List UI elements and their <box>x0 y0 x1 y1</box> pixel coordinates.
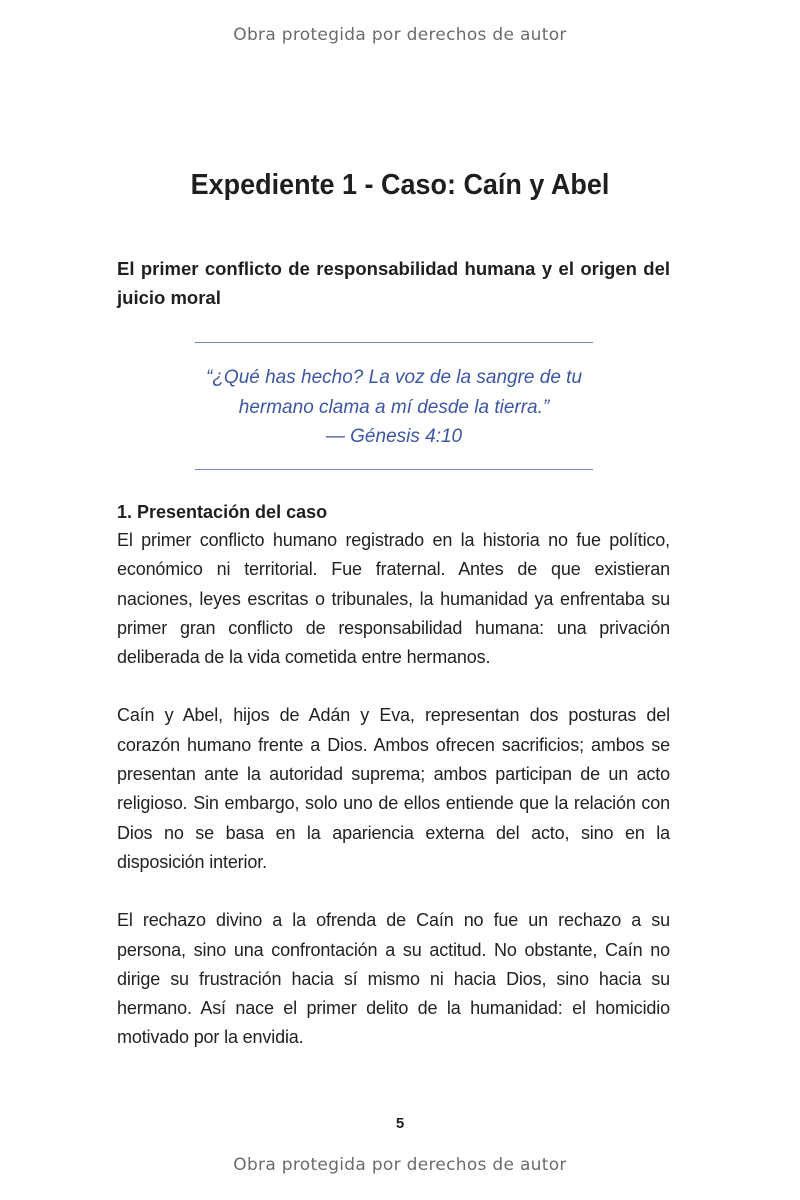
copyright-watermark-bottom: Obra protegida por derechos de autor <box>233 1155 567 1175</box>
epigraph-line-2: hermano clama a mí desde la tierra.” <box>238 396 550 418</box>
paragraph: El rechazo divino a la ofrenda de Caín no fue un rechazo a su persona, sino una confrontación a su actitud. No obstante, Caín no dirige su frustración hacia sí mismo ni hacia Dios, sino hacia su hermano. Así nace el primer delito de la humanidad: el homicidio motivado por la envidia. <box>117 910 670 1048</box>
paragraph: Caín y Abel, hijos de Adán y Eva, representan dos posturas del corazón humano frente a Dios. Ambos ofrecen sacrificios; ambos se presentan ante la autoridad suprema; ambos participan de un acto religioso. Sin embargo, solo uno de ellos entiende que la relación con Dios no se basa en la apariencia externa del acto, sino en la disposición interior. <box>117 705 670 872</box>
copyright-watermark-top: Obra protegida por derechos de autor <box>233 25 567 45</box>
section-heading: 1. Presentación del caso <box>117 502 328 522</box>
epigraph-line-1: “¿Qué has hecho? La voz de la sangre de tu <box>205 367 583 388</box>
paragraph: El primer conflicto humano registrado en la historia no fue político, económico ni territorial. Fue fraternal. Antes de que existieran naciones, leyes escritas o tribunales, la humanidad ya enfrentaba su primer gran conflicto de responsabilidad humana: una privación deliberada de la vida cometida entre hermanos. <box>117 530 670 668</box>
section-content <box>117 498 670 1082</box>
page-number: 5 <box>395 1115 405 1132</box>
epigraph-attribution: — Génesis 4:10 <box>325 426 463 447</box>
chapter-title: Expediente 1 - Caso: Caín y Abel <box>190 169 610 202</box>
epigraph-quote <box>195 342 593 470</box>
chapter-subtitle: El primer conflicto de responsabilidad humana y el origen del juicio moral <box>117 258 670 308</box>
